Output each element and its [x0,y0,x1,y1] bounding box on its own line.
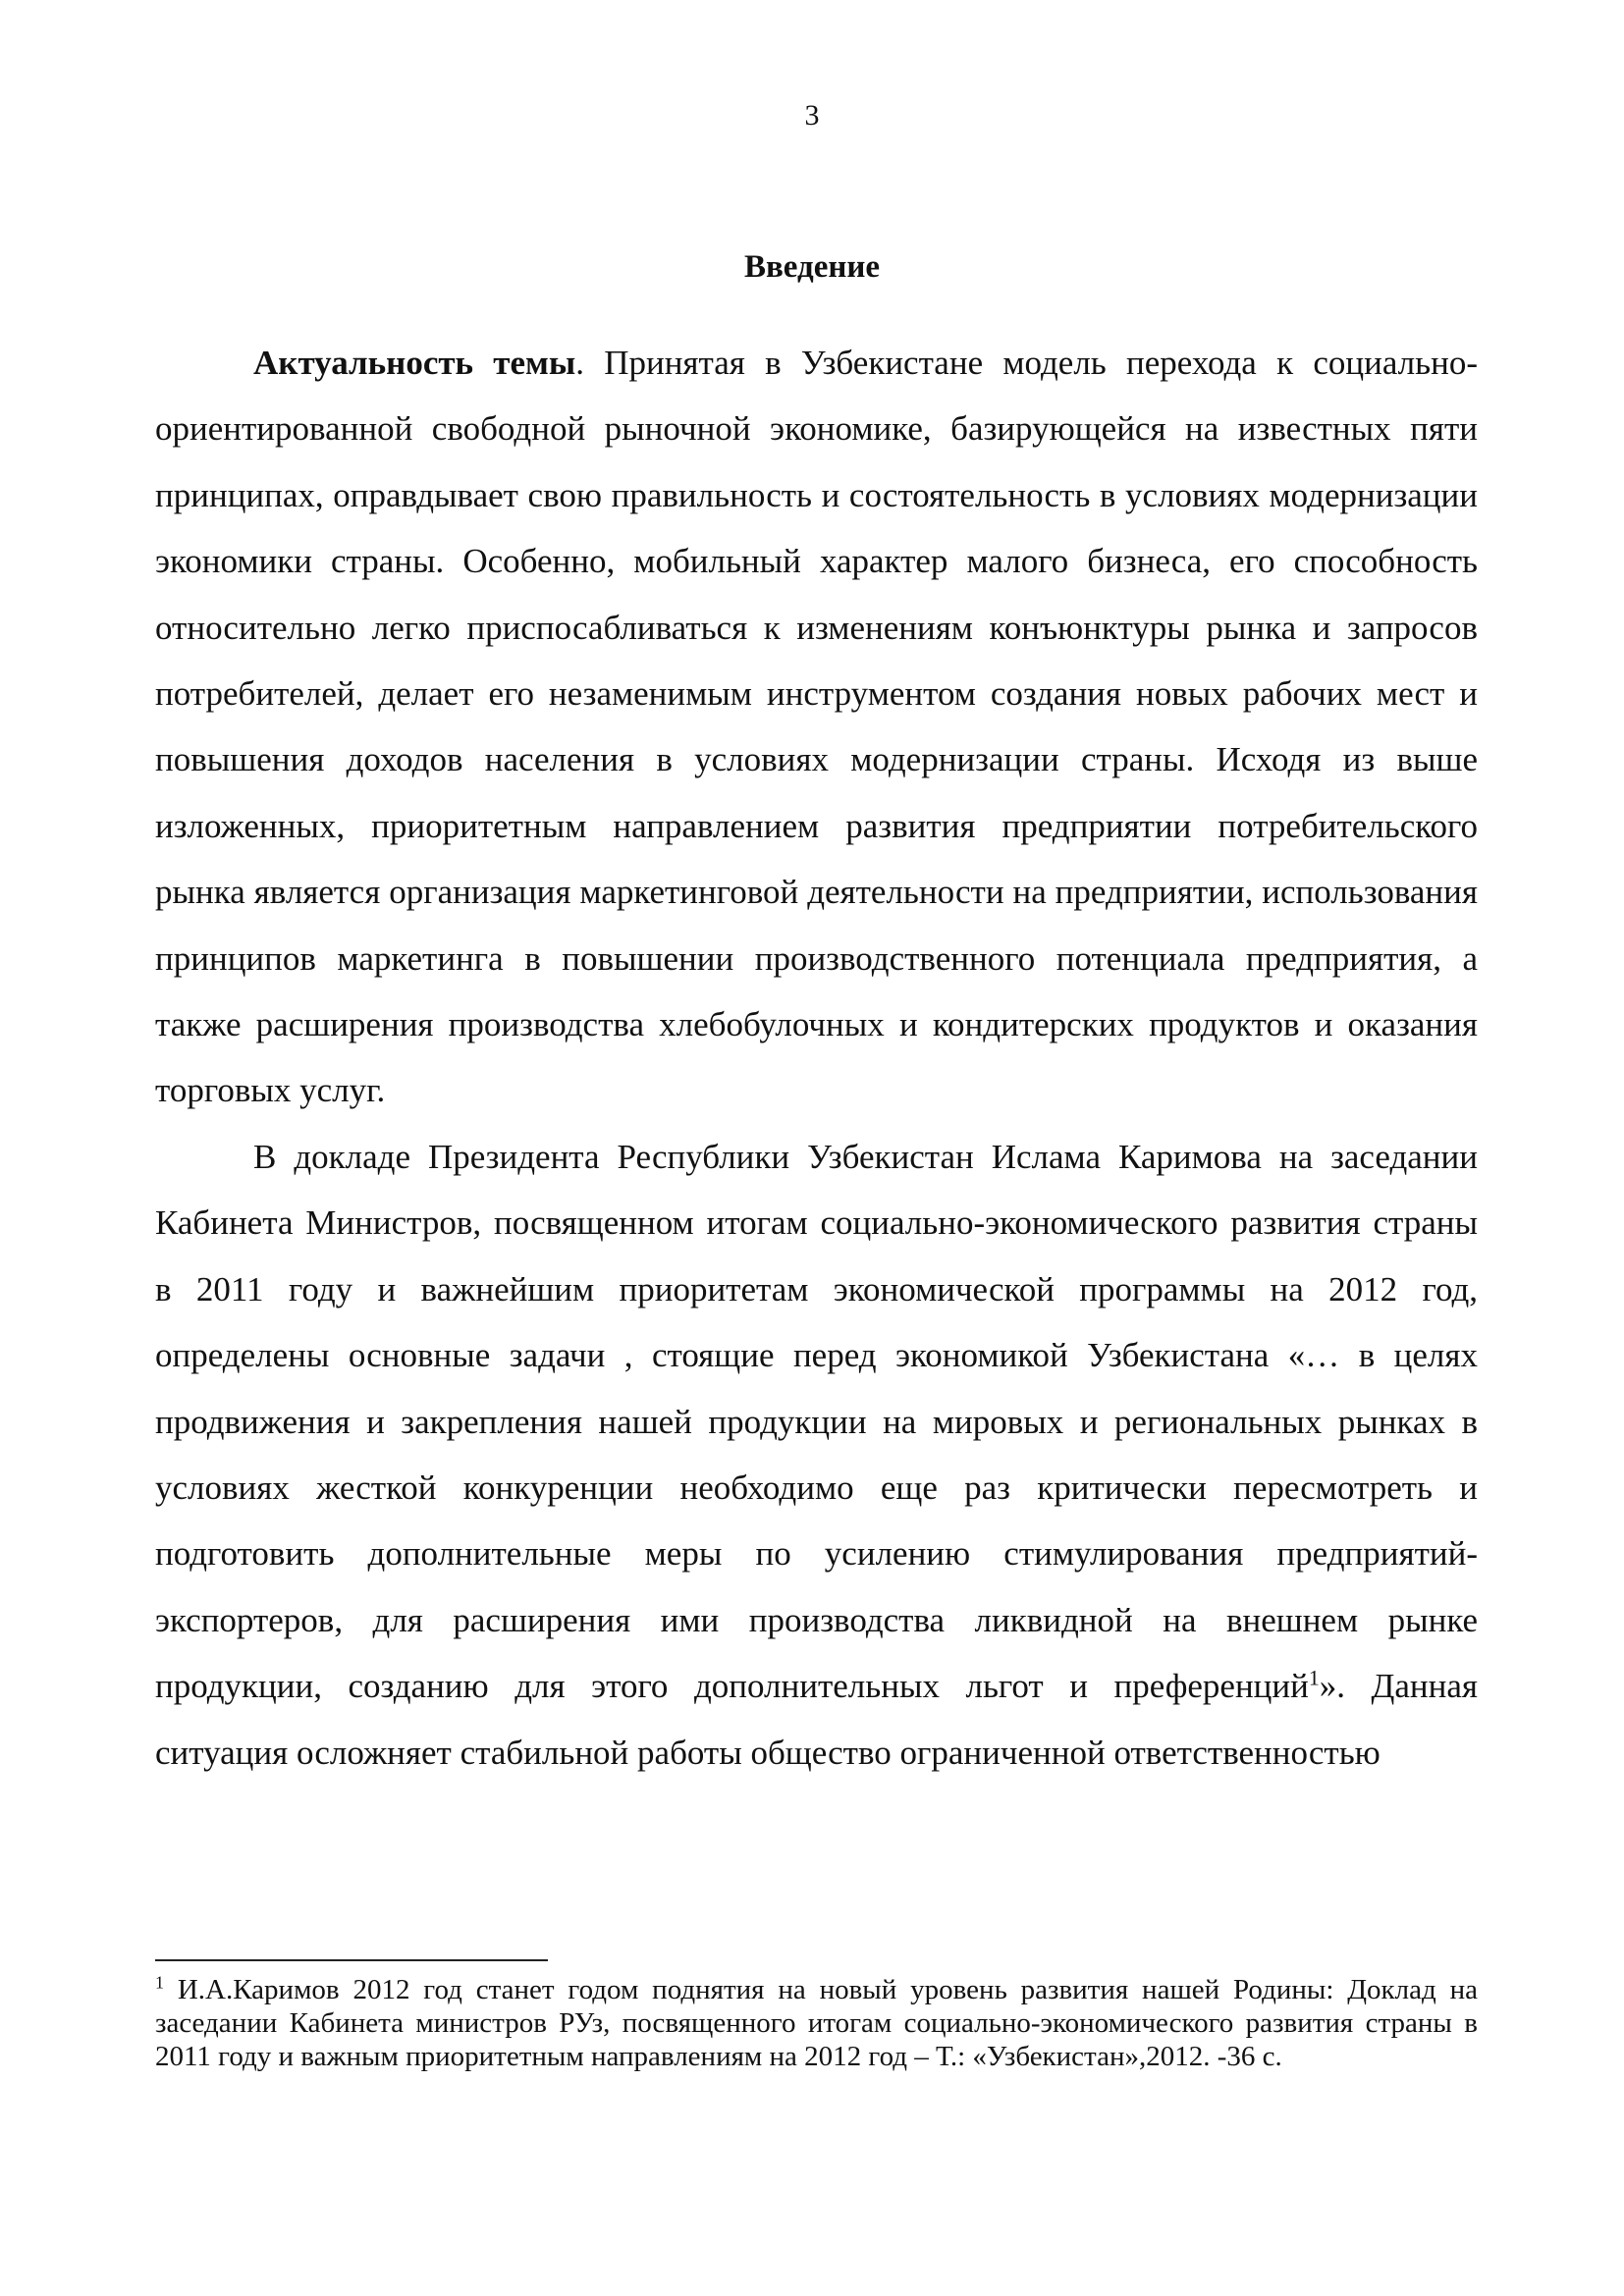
section-heading: Введение [743,249,881,285]
footnote-reference: 1 [1308,1666,1320,1690]
footnote-text: И.А.Каримов 2012 год станет годом поднятия на новый уровень развития нашей Родины: Доклад на заседании Кабинета министров РУз, посвященного итогам социально-экономического развития страны в 2011 году и важным приоритетным направлениям на 2012 год – Т.: «Узбекистан»,2012. -36 с. [155,1974,1478,2072]
paragraph-lead: Актуальность темы [253,344,576,382]
footnote-separator [155,1959,548,1961]
paragraph-text: ». Данная ситуация осложняет стабильной работы общество ограниченной ответственностью [155,1667,1478,1772]
paragraph-text: . Принятая в Узбекистане модель перехода к социально-ориентированной свободной рыночной экономике, базирующейся на известных пяти принципах, оправдывает свою правильность и состоятельность в условиях модернизации экономики страны. Особенно, мобильный характер малого бизнеса, его способность относительно легко приспосабливаться к изменениям конъюнктуры рынка и запросов потребителей, делает его незаменимым инструментом создания новых рабочих мест и повышения доходов населения в условиях модернизации страны. Исходя из выше изложенных, приоритетным направлением развития предприятии потребительского рынка является организация маркетинговой деятельности на предприятии, использования принципов маркетинга в повышении производственного потенциала предприятия, а также расширения производства хлебобулочных и кондитерских продуктов и оказания торговых услуг. [155,344,1478,1110]
paragraph-report [155,1124,1478,1786]
footnote-marker: 1 [155,1972,164,1993]
footnote [155,1973,1478,2073]
page-number: 3 [804,99,820,132]
footnote-entry [155,1973,1478,2073]
body-text [155,330,1478,1786]
paragraph-text: В докладе Президента Республики Узбекистан Ислама Каримова на заседании Кабинета Министров, посвященном итогам социально-экономического развития страны в 2011 году и важнейшим приоритетам экономической программы на 2012 год, определены основные задачи , стоящие перед экономикой Узбекистана «… в целях продвижения и закрепления нашей продукции на мировых и региональных рынках в условиях жесткой конкуренции необходимо еще раз критически пересмотреть и подготовить дополнительные меры по усилению стимулирования предприятий-экспортеров, для расширения ими производства ликвидной на внешнем рынке продукции, созданию для этого дополнительных льгот и преференций [155,1137,1478,1706]
paragraph-relevance [155,330,1478,1124]
